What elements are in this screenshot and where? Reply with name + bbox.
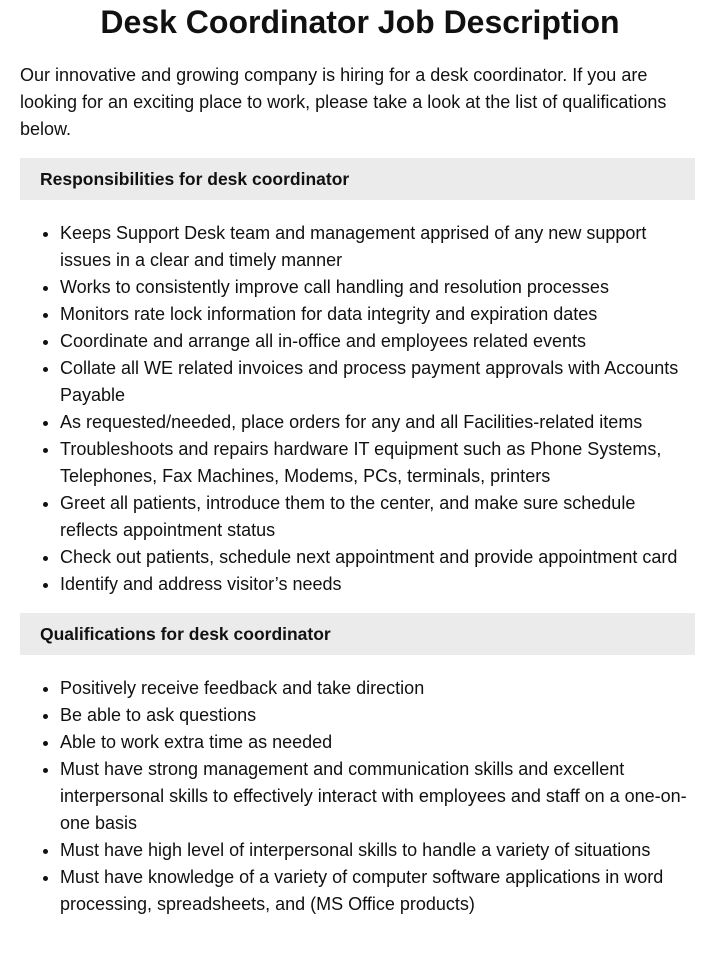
list-item: • As requested/needed, place orders for any and all Facilities-related items bbox=[60, 409, 695, 436]
list-item: • Coordinate and arrange all in-office and employees related events bbox=[60, 328, 695, 355]
list-item: • Be able to ask questions bbox=[60, 702, 695, 729]
list-item: • Works to consistently improve call handling and resolution processes bbox=[60, 274, 695, 301]
list-item: • Must have strong management and communication skills and excellent interpersonal skills to effectively interact with employees and staff on a one-on-one basis bbox=[60, 756, 695, 837]
responsibilities-heading: Responsibilities for desk coordinator bbox=[20, 158, 695, 200]
list-item: • Greet all patients, introduce them to the center, and make sure schedule reflects appointment status bbox=[60, 490, 695, 544]
list-item: • Check out patients, schedule next appointment and provide appointment card bbox=[60, 544, 695, 571]
list-item: • Identify and address visitor’s needs bbox=[60, 571, 695, 598]
intro-paragraph: Our innovative and growing company is hiring for a desk coordinator. If you are looking for an exciting place to work, please take a look at the list of qualifications below. bbox=[20, 65, 667, 139]
list-item: • Troubleshoots and repairs hardware IT equipment such as Phone Systems, Telephones, Fax Machines, Modems, PCs, terminals, printers bbox=[60, 436, 695, 490]
responsibilities-list bbox=[20, 220, 695, 598]
list-item: • Able to work extra time as needed bbox=[60, 729, 695, 756]
list-item: • Keeps Support Desk team and management apprised of any new support issues in a clear and timely manner bbox=[60, 220, 695, 274]
list-item: • Positively receive feedback and take direction bbox=[60, 675, 695, 702]
list-item: • Must have knowledge of a variety of computer software applications in word processing, spreadsheets, and (MS Office products) bbox=[60, 864, 695, 918]
page-title: Desk Coordinator Job Description bbox=[100, 4, 620, 40]
qualifications-list bbox=[20, 675, 695, 918]
qualifications-heading: Qualifications for desk coordinator bbox=[20, 613, 695, 655]
list-item: • Collate all WE related invoices and process payment approvals with Accounts Payable bbox=[60, 355, 695, 409]
list-item: • Must have high level of interpersonal skills to handle a variety of situations bbox=[60, 837, 695, 864]
list-item: • Monitors rate lock information for data integrity and expiration dates bbox=[60, 301, 695, 328]
